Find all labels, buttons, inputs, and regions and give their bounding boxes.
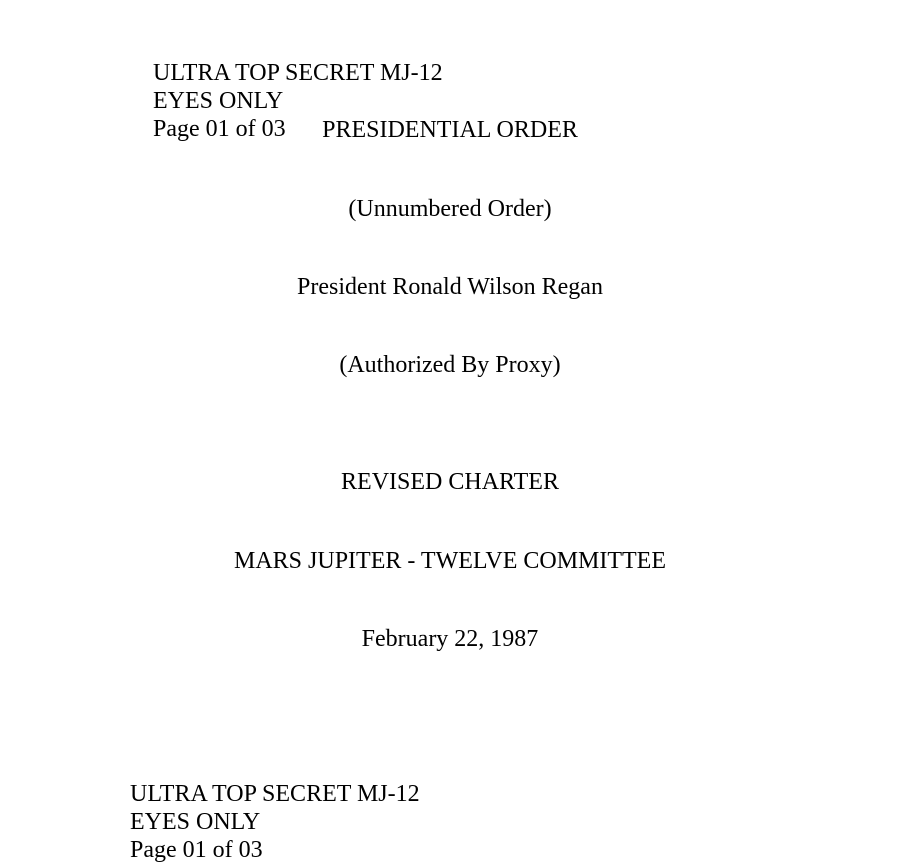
- footer-classification: ULTRA TOP SECRET MJ-12: [130, 781, 420, 807]
- order-type-heading: PRESIDENTIAL ORDER: [322, 117, 578, 143]
- president-name: President Ronald Wilson Regan: [297, 274, 603, 300]
- footer-handling: EYES ONLY: [130, 809, 261, 835]
- authorization-note: (Authorized By Proxy): [339, 352, 561, 378]
- header-classification: ULTRA TOP SECRET MJ-12: [153, 60, 443, 86]
- page-footer: [118, 752, 432, 864]
- header-handling: EYES ONLY: [153, 88, 284, 114]
- document-date: February 22, 1987: [361, 626, 539, 652]
- footer-page-number: Page 01 of 03: [130, 837, 263, 863]
- order-number: (Unnumbered Order): [348, 196, 552, 222]
- charter-heading: REVISED CHARTER: [341, 469, 559, 495]
- header-page-number: Page 01 of 03: [153, 116, 286, 142]
- committee-name: MARS JUPITER - TWELVE COMMITTEE: [234, 548, 666, 574]
